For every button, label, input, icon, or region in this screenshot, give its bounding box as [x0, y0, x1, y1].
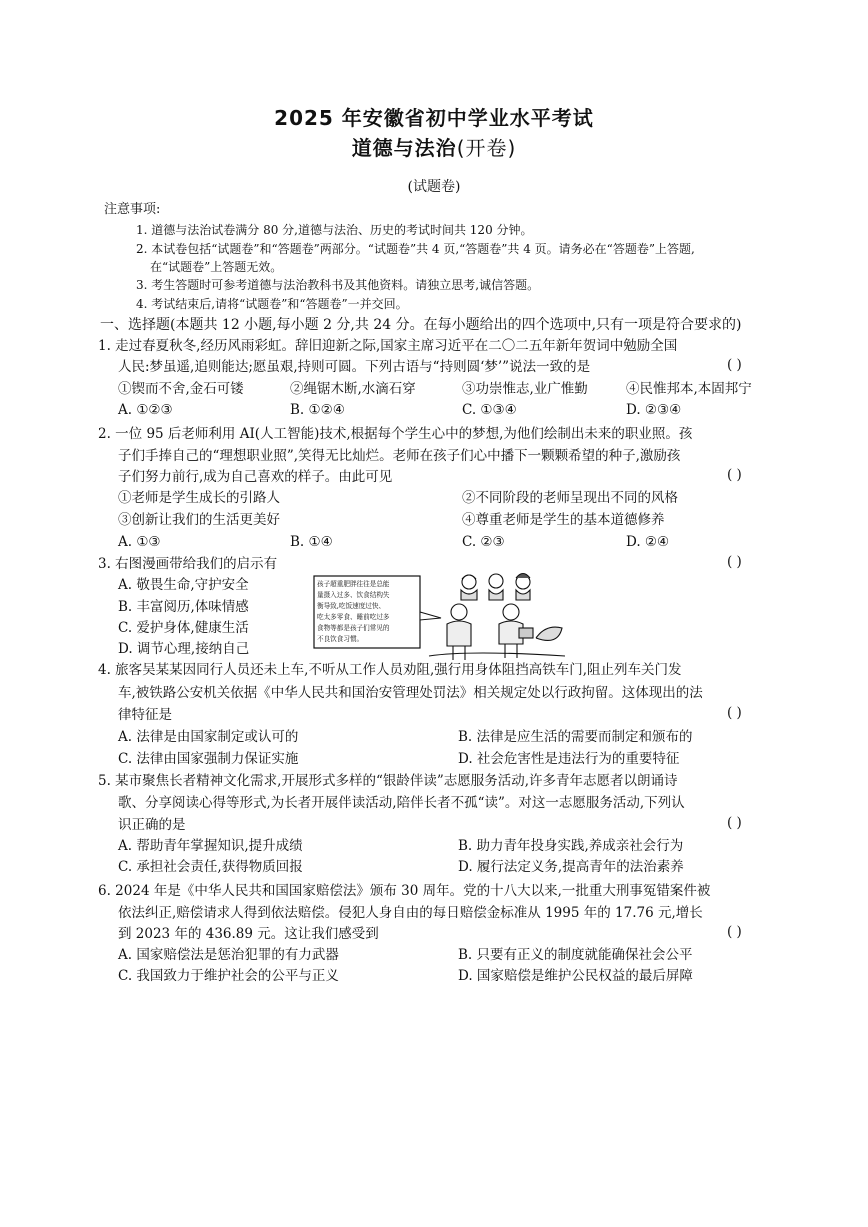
answer-blank: ( )	[727, 467, 742, 483]
question-5-stem-cont: 识正确的是	[118, 817, 186, 833]
notes-heading: 注意事项:	[104, 202, 161, 217]
answer-blank: ( )	[727, 815, 742, 831]
section-heading: 一、选择题(本题共 12 小题,每小题 2 分,共 24 分。在每小题给出的四个选项中,只有一项是符合要求的)	[100, 317, 742, 333]
q1-option-c: C. ①③④	[462, 402, 517, 418]
cartoon-caption-line: 食物等都是孩子们常见的	[317, 624, 390, 632]
q1-option-d: D. ②③④	[626, 402, 682, 418]
note-item: 2. 本试卷包括“试题卷”和“答题卷”两部分。“试题卷”共 4 页,“答题卷”共 4 页。请务必在“答题卷”上答题,	[136, 242, 695, 256]
q1-statement-3: ③功崇惟志,业广惟勤	[462, 381, 588, 397]
q1-statement-1: ①锲而不舍,金石可镂	[118, 381, 244, 397]
note-item: 3. 考生答题时可参考道德与法治教科书及其他资料。请独立思考,诚信答题。	[136, 278, 540, 292]
q1-option-a: A. ①②③	[118, 402, 173, 418]
q1-statement-2: ②绳锯木断,水滴石穿	[290, 381, 416, 397]
answer-blank: ( )	[727, 924, 742, 940]
q1-statement-4: ④民惟邦本,本固邦宁	[626, 381, 752, 397]
q2-statement-2: ②不同阶段的老师呈现出不同的风格	[462, 490, 678, 506]
question-1-stem-cont: 人民:梦虽遥,追则能达;愿虽艰,持则可圆。下列古语与“持则圆‘梦’”说法一致的是	[118, 359, 591, 375]
question-6-stem: 6. 2024 年是《中华人民共和国国家赔偿法》颁布 30 周年。党的十八大以来,一批重大刑事冤错案件被	[98, 883, 711, 899]
q4-option-a: A. 法律是由国家制定或认可的	[118, 729, 299, 745]
q3-option-d: D. 调节心理,接纳自己	[118, 641, 250, 657]
q2-option-c: C. ②③	[462, 534, 505, 550]
question-5-stem-cont: 歌、分享阅读心得等形式,为长者开展伴读活动,陪伴长者不孤“读”。对这一志愿服务活动,下列认	[118, 795, 685, 811]
answer-blank: ( )	[727, 554, 742, 570]
question-1-stem: 1. 走过春夏秋冬,经历风雨彩虹。辞旧迎新之际,国家主席习近平在二〇二五年新年贺词中勉励全国	[98, 338, 678, 354]
q3-option-a: A. 敬畏生命,守护安全	[118, 577, 249, 593]
q2-statement-4: ④尊重老师是学生的基本道德修养	[462, 512, 665, 528]
question-4-stem-cont: 车,被铁路公安机关依据《中华人民共和国治安管理处罚法》相关规定处以行政拘留。这体现出的法	[118, 685, 703, 701]
q5-option-c: C. 承担社会责任,获得物质回报	[118, 859, 303, 875]
q2-option-b: B. ①④	[290, 534, 333, 550]
q3-option-b: B. 丰富阅历,体味情感	[118, 599, 249, 615]
cartoon-illustration	[311, 568, 566, 663]
q4-option-b: B. 法律是应生活的需要而制定和颁布的	[458, 729, 693, 745]
q2-statement-3: ③创新让我们的生活更美好	[118, 512, 280, 528]
q2-option-a: A. ①③	[118, 534, 161, 550]
paper-type-label: (试题卷)	[407, 179, 461, 195]
note-item-continued: 在“试题卷”上答题无效。	[150, 260, 283, 274]
q5-option-d: D. 履行法定义务,提高青年的法治素养	[458, 859, 684, 875]
note-item: 1. 道德与法治试卷满分 80 分,道德与法治、历史的考试时间共 120 分钟。	[136, 223, 533, 237]
question-4-stem: 4. 旅客吴某某因同行人员还未上车,不听从工作人员劝阻,强行用身体阻挡高铁车门,阻止列车关门发	[98, 662, 682, 678]
question-2-stem: 2. 一位 95 后老师利用 AI(人工智能)技术,根据每个学生心中的梦想,为他们绘制出未来的职业照。孩	[98, 426, 693, 442]
q3-option-c: C. 爱护身体,健康生活	[118, 620, 249, 636]
question-2-stem-cont: 子们手捧自己的“理想职业照”,笑得无比灿烂。老师在孩子们心中播下一颗颗希望的种子,激励孩	[118, 448, 681, 464]
q6-option-a: A. 国家赔偿法是惩治犯罪的有力武器	[118, 947, 339, 963]
cartoon-caption-line: 孩子超重肥胖往往是总能	[317, 580, 390, 588]
open-book-label: (开卷)	[456, 136, 517, 160]
q4-option-d: D. 社会危害性是违法行为的重要特征	[458, 751, 680, 767]
cartoon-caption-line: 不良饮食习惯。	[317, 635, 364, 643]
question-3-stem: 3. 右图漫画带给我们的启示有	[98, 556, 278, 572]
question-6-stem-cont: 到 2023 年的 436.89 元。这让我们感受到	[118, 926, 379, 942]
cartoon-caption-line: 衡导致,吃饭速度过快、	[317, 602, 386, 610]
cartoon-caption-line: 量摄入过多、饮食结构失	[317, 591, 390, 599]
q5-option-a: A. 帮助青年掌握知识,提升成绩	[118, 838, 303, 854]
note-item: 4. 考试结束后,请将“试题卷”和“答题卷”一并交回。	[136, 297, 408, 311]
exam-title: 2025 年安徽省初中学业水平考试	[274, 106, 594, 130]
q2-statement-1: ①老师是学生成长的引路人	[118, 490, 280, 506]
q4-option-c: C. 法律由国家强制力保证实施	[118, 751, 299, 767]
answer-blank: ( )	[727, 357, 742, 373]
question-2-stem-cont: 子们努力前行,成为自己喜欢的样子。由此可见	[118, 469, 393, 485]
question-5-stem: 5. 某市聚焦长者精神文化需求,开展形式多样的“银龄伴读”志愿服务活动,许多青年志愿者以朗诵诗	[98, 773, 678, 789]
cartoon-caption-line: 吃太多零食、睡前吃过多	[317, 613, 390, 621]
q6-option-b: B. 只要有正义的制度就能确保社会公平	[458, 947, 693, 963]
exam-subject-title	[0, 132, 868, 161]
answer-blank: ( )	[727, 705, 742, 721]
q6-option-d: D. 国家赔偿是维护公民权益的最后屏障	[458, 968, 693, 984]
subject-name: 道德与法治	[351, 136, 457, 160]
question-6-stem-cont: 依法纠正,赔偿请求人得到依法赔偿。侵犯人身自由的每日赔偿金标准从 1995 年的 17.76 元,增长	[118, 905, 703, 921]
q1-option-b: B. ①②④	[290, 402, 345, 418]
q2-option-d: D. ②④	[626, 534, 670, 550]
q6-option-c: C. 我国致力于维护社会的公平与正义	[118, 968, 339, 984]
question-4-stem-cont: 律特征是	[118, 707, 172, 723]
q5-option-b: B. 助力青年投身实践,养成亲社会行为	[458, 838, 684, 854]
